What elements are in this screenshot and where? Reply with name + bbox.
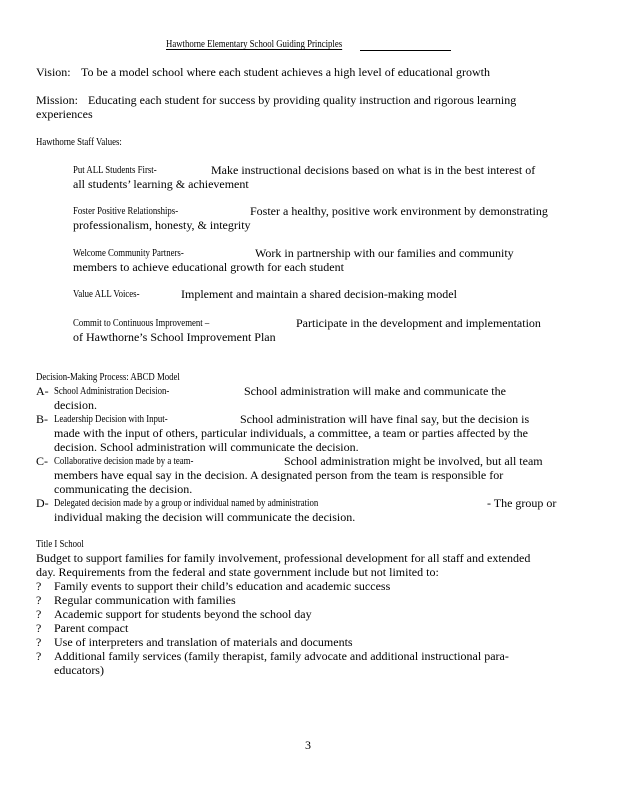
decision-text: School administration will make and communicate the <box>244 384 506 398</box>
decision-letter: A- <box>36 384 49 398</box>
bullet-marker: ? <box>36 621 42 635</box>
bullet-marker: ? <box>36 579 42 593</box>
page-number: 3 <box>305 738 311 752</box>
decision-text: made with the input of others, particular individuals, a committee, a team or parties affected by the <box>54 426 528 440</box>
mission-text-continued: experiences <box>36 107 93 121</box>
value-text: Make instructional decisions based on what is in the best interest of <box>211 163 536 177</box>
decision-letter: B- <box>36 412 48 426</box>
decision-text: individual making the decision will communicate the decision. <box>54 510 356 524</box>
title1-intro: day. Requirements from the federal and state government include but not limited to: <box>36 565 439 579</box>
value-text: professionalism, honesty, & integrity <box>73 218 251 232</box>
title1-intro: Budget to support families for family involvement, professional development for all staff and extended <box>36 551 531 565</box>
decision-text: communicating the decision. <box>54 482 193 496</box>
decision-label: Delegated decision made by a group or individual named by administration <box>54 498 319 509</box>
decision-letter: C- <box>36 454 48 468</box>
list-item: Parent compact <box>54 621 129 635</box>
decision-label: Collaborative decision made by a team- <box>54 456 194 467</box>
decision-text: decision. <box>54 398 97 412</box>
title-underline-extension <box>360 50 451 51</box>
staff-values-heading: Hawthorne Staff Values: <box>36 137 122 148</box>
decision-label: Leadership Decision with Input- <box>54 414 168 425</box>
page-title: Hawthorne Elementary School Guiding Principles <box>166 39 343 50</box>
value-label: Put ALL Students First- <box>73 165 157 176</box>
decision-text: members have equal say in the decision. A designated person from the team is responsible for <box>54 468 504 482</box>
decision-text: School administration might be involved, but all team <box>284 454 543 468</box>
list-item: Additional family services (family therapist, family advocate and additional instructional para- <box>54 649 509 663</box>
list-item: Academic support for students beyond the school day <box>54 607 312 621</box>
value-label: Commit to Continuous Improvement – <box>73 318 210 329</box>
value-label: Value ALL Voices- <box>73 289 140 300</box>
decision-text: School administration will have final say, but the decision is <box>240 412 530 426</box>
bullet-marker: ? <box>36 649 42 663</box>
value-text: Foster a healthy, positive work environment by demonstrating <box>250 204 548 218</box>
decision-text: - The group or <box>487 496 557 510</box>
value-text: Implement and maintain a shared decision-making model <box>181 287 457 301</box>
bullet-marker: ? <box>36 607 42 621</box>
value-text: members to achieve educational growth for each student <box>73 260 344 274</box>
list-item: Family events to support their child’s education and academic success <box>54 579 391 593</box>
vision-label: Vision: <box>36 65 71 79</box>
mission-label: Mission: <box>36 93 79 107</box>
decision-heading: Decision-Making Process: ABCD Model <box>36 372 180 383</box>
bullet-marker: ? <box>36 593 42 607</box>
value-text: all students’ learning & achievement <box>73 177 249 191</box>
vision-text: To be a model school where each student achieves a high level of educational growth <box>81 65 491 79</box>
title1-heading: Title I School <box>36 539 84 550</box>
list-item: Use of interpreters and translation of materials and documents <box>54 635 353 649</box>
decision-letter: D- <box>36 496 49 510</box>
value-text: Participate in the development and implementation <box>296 316 541 330</box>
value-text: of Hawthorne’s School Improvement Plan <box>73 330 276 344</box>
value-text: Work in partnership with our families and community <box>255 246 514 260</box>
list-item: Regular communication with families <box>54 593 236 607</box>
bullet-marker: ? <box>36 635 42 649</box>
value-label: Foster Positive Relationships- <box>73 206 179 217</box>
decision-label: School Administration Decision- <box>54 386 170 397</box>
mission-text: Educating each student for success by providing quality instruction and rigorous learning <box>88 93 517 107</box>
decision-text: decision. School administration will communicate the decision. <box>54 440 359 454</box>
value-label: Welcome Community Partners- <box>73 248 184 259</box>
list-item-continued: educators) <box>54 663 104 677</box>
